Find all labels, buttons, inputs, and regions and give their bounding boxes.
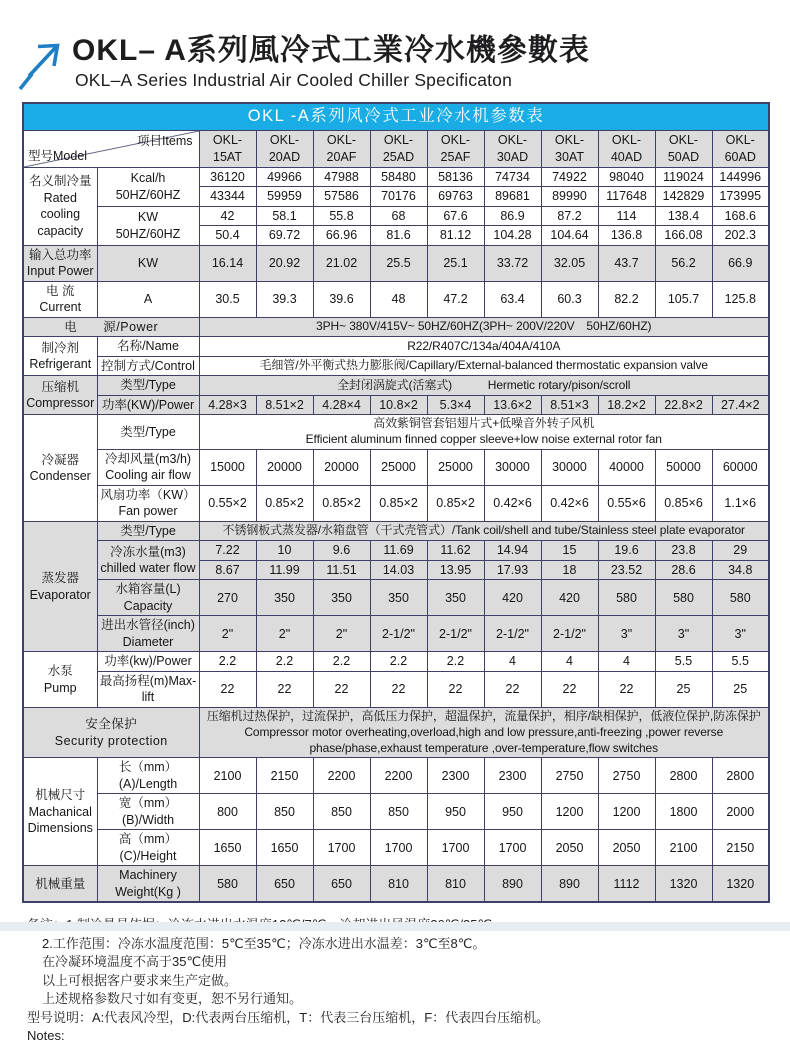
bottom-strip — [0, 922, 790, 931]
value-cell: 58480 — [370, 167, 427, 187]
value-cell: 119024 — [655, 167, 712, 187]
value-cell: 650 — [256, 866, 313, 903]
model-header-cell: OKL- 40AD — [598, 130, 655, 167]
value-cell: 2200 — [370, 758, 427, 794]
item-label-cell: 高（mm）(C)/Height — [97, 830, 199, 866]
value-cell: 22 — [256, 671, 313, 707]
value-cell: 0.55×6 — [598, 485, 655, 521]
value-cell: 58136 — [427, 167, 484, 187]
value-cell: 136.8 — [598, 226, 655, 246]
value-cell: 1200 — [598, 794, 655, 830]
value-cell: 1650 — [256, 830, 313, 866]
section-label-cell: 水泵 Pump — [23, 652, 97, 708]
value-cell: 4 — [541, 652, 598, 672]
section-label-cell: 安全保护 Security protection — [23, 707, 199, 757]
value-cell: 22.8×2 — [655, 395, 712, 415]
model-header-cell: OKL- 50AD — [655, 130, 712, 167]
value-cell: 168.6 — [712, 206, 769, 226]
section-label-cell: 机械重量 — [23, 866, 97, 903]
value-cell: 48 — [370, 281, 427, 317]
value-cell: 13.6×2 — [484, 395, 541, 415]
section-label-cell: 输入总功率 Input Power — [23, 245, 97, 281]
model-header-cell: OKL- 30AT — [541, 130, 598, 167]
item-label-cell: 类型/Type — [97, 376, 199, 396]
value-cell: 850 — [313, 794, 370, 830]
value-cell: 86.9 — [484, 206, 541, 226]
value-cell: 9.6 — [313, 541, 370, 561]
value-cell: 15000 — [199, 449, 256, 485]
value-cell: 43344 — [199, 187, 256, 207]
value-cell: 2000 — [712, 794, 769, 830]
value-cell: 69763 — [427, 187, 484, 207]
value-cell: 4.28×4 — [313, 395, 370, 415]
value-cell: 70176 — [370, 187, 427, 207]
items-axis-label: 项目Items — [136, 133, 193, 148]
table-title: OKL -A系列风冷式工业冷水机参数表 — [23, 103, 769, 130]
value-cell: 89681 — [484, 187, 541, 207]
value-cell: 850 — [370, 794, 427, 830]
value-cell: 105.7 — [655, 281, 712, 317]
value-cell: 2.2 — [370, 652, 427, 672]
model-header-cell: OKL- 30AD — [484, 130, 541, 167]
value-cell: 42 — [199, 206, 256, 226]
item-label-cell: KW 50HZ/60HZ — [97, 206, 199, 245]
value-cell: 810 — [370, 866, 427, 903]
item-label-cell: 类型/Type — [97, 521, 199, 541]
value-cell: 23.8 — [655, 541, 712, 561]
value-cell: 10 — [256, 541, 313, 561]
value-cell: 5.5 — [655, 652, 712, 672]
item-label-cell: 功率(KW)/Power — [97, 395, 199, 415]
value-cell: 420 — [541, 580, 598, 616]
value-cell: 1700 — [427, 830, 484, 866]
value-cell: 3" — [712, 616, 769, 652]
value-cell: 2750 — [541, 758, 598, 794]
model-header-cell: OKL- 60AD — [712, 130, 769, 167]
value-cell: 4 — [484, 652, 541, 672]
value-cell: 1200 — [541, 794, 598, 830]
value-cell: 29 — [712, 541, 769, 561]
value-cell: 20.92 — [256, 245, 313, 281]
value-cell: 11.99 — [256, 560, 313, 580]
value-cell: 2.2 — [313, 652, 370, 672]
value-cell: 104.28 — [484, 226, 541, 246]
value-cell: 3" — [598, 616, 655, 652]
value-cell: 166.08 — [655, 226, 712, 246]
value-cell: 60000 — [712, 449, 769, 485]
value-cell: 19.6 — [598, 541, 655, 561]
value-cell: 57586 — [313, 187, 370, 207]
value-cell: 580 — [199, 866, 256, 903]
value-cell: 104.64 — [541, 226, 598, 246]
value-cell: 50000 — [655, 449, 712, 485]
value-cell: 36120 — [199, 167, 256, 187]
value-cell: 117648 — [598, 187, 655, 207]
item-label-cell: Kcal/h 50HZ/60HZ — [97, 167, 199, 206]
value-cell: 21.02 — [313, 245, 370, 281]
model-axis-label: 型号Model — [28, 149, 88, 164]
value-cell: 0.55×2 — [199, 485, 256, 521]
value-cell: 30000 — [541, 449, 598, 485]
value-cell: 0.42×6 — [541, 485, 598, 521]
value-cell: 142829 — [655, 187, 712, 207]
value-cell: 11.51 — [313, 560, 370, 580]
value-cell: 800 — [199, 794, 256, 830]
value-cell: 0.42×6 — [484, 485, 541, 521]
value-cell: 0.85×2 — [370, 485, 427, 521]
value-cell: 22 — [199, 671, 256, 707]
value-cell: 27.4×2 — [712, 395, 769, 415]
value-cell: 2200 — [313, 758, 370, 794]
value-cell: 850 — [256, 794, 313, 830]
value-cell: 2800 — [655, 758, 712, 794]
note-line: 在冷凝环境温度不高于35℃使用 — [42, 954, 228, 970]
value-cell: 20000 — [256, 449, 313, 485]
value-cell: 47988 — [313, 167, 370, 187]
value-cell: 30000 — [484, 449, 541, 485]
value-cell: 25 — [712, 671, 769, 707]
page-titles — [72, 34, 590, 91]
model-header-cell: OKL- 15AT — [199, 130, 256, 167]
value-cell: 950 — [484, 794, 541, 830]
value-cell: 22 — [541, 671, 598, 707]
value-cell: 1320 — [712, 866, 769, 903]
value-cell: 0.85×2 — [256, 485, 313, 521]
value-cell: 810 — [427, 866, 484, 903]
value-cell: 202.3 — [712, 226, 769, 246]
section-label-cell: 机械尺寸 Machanical Dimensions — [23, 758, 97, 866]
value-cell: 66.96 — [313, 226, 370, 246]
value-cell: 60.3 — [541, 281, 598, 317]
value-cell: 13.95 — [427, 560, 484, 580]
value-cell: 5.5 — [712, 652, 769, 672]
item-label-cell: 宽（mm）(B)/Width — [97, 794, 199, 830]
value-cell: 22 — [427, 671, 484, 707]
item-label-cell: KW — [97, 245, 199, 281]
value-cell: 25000 — [370, 449, 427, 485]
merged-value-cell: R22/R407C/134a/404A/410A — [199, 337, 769, 357]
value-cell: 350 — [427, 580, 484, 616]
value-cell: 1112 — [598, 866, 655, 903]
value-cell: 2050 — [598, 830, 655, 866]
note-line: Notes: — [27, 1028, 65, 1044]
value-cell: 2" — [256, 616, 313, 652]
value-cell: 350 — [370, 580, 427, 616]
value-cell: 144996 — [712, 167, 769, 187]
value-cell: 1650 — [199, 830, 256, 866]
value-cell: 39.6 — [313, 281, 370, 317]
value-cell: 28.6 — [655, 560, 712, 580]
value-cell: 2" — [199, 616, 256, 652]
value-cell: 2150 — [256, 758, 313, 794]
value-cell: 23.52 — [598, 560, 655, 580]
value-cell: 11.69 — [370, 541, 427, 561]
value-cell: 43.7 — [598, 245, 655, 281]
value-cell: 2.2 — [427, 652, 484, 672]
value-cell: 420 — [484, 580, 541, 616]
value-cell: 5.3×4 — [427, 395, 484, 415]
item-label-cell: 功率(kw)/Power — [97, 652, 199, 672]
value-cell: 25.5 — [370, 245, 427, 281]
value-cell: 0.85×2 — [427, 485, 484, 521]
merged-value-cell: 高效紫铜管套铝翅片式+低噪音外转子风机 Efficient aluminum finned copper sleeve+low noise external rotor fan — [199, 415, 769, 450]
value-cell: 0.85×6 — [655, 485, 712, 521]
item-label-cell: Machinery Weight(Kg ) — [97, 866, 199, 903]
value-cell: 2-1/2" — [370, 616, 427, 652]
value-cell: 47.2 — [427, 281, 484, 317]
value-cell: 3" — [655, 616, 712, 652]
value-cell: 0.85×2 — [313, 485, 370, 521]
model-header-cell: OKL- 20AD — [256, 130, 313, 167]
value-cell: 25 — [655, 671, 712, 707]
page-subtitle: OKL–A Series Industrial Air Cooled Chiller Specificaton — [75, 70, 513, 90]
value-cell: 18.2×2 — [598, 395, 655, 415]
value-cell: 81.6 — [370, 226, 427, 246]
value-cell: 2300 — [427, 758, 484, 794]
value-cell: 890 — [541, 866, 598, 903]
value-cell: 1700 — [313, 830, 370, 866]
value-cell: 114 — [598, 206, 655, 226]
value-cell: 2150 — [712, 830, 769, 866]
item-label-cell: 最高扬程(m)Max-lift — [97, 671, 199, 707]
value-cell: 67.6 — [427, 206, 484, 226]
item-label-cell: 冷冻水量(m3) chilled water flow — [97, 541, 199, 580]
page-title: OKL– A系列風冷式工業冷水機參數表 — [72, 34, 590, 67]
merged-value-cell: 毛细管/外平衡式热力膨胀阀/Capillary/External-balanced thermostatic expansion valve — [199, 356, 769, 376]
value-cell: 56.2 — [655, 245, 712, 281]
section-label-cell: 蒸发器 Evaporator — [23, 521, 97, 652]
value-cell: 8.67 — [199, 560, 256, 580]
spec-table — [22, 102, 770, 903]
value-cell: 55.8 — [313, 206, 370, 226]
value-cell: 2100 — [655, 830, 712, 866]
value-cell: 1320 — [655, 866, 712, 903]
section-label-cell: 电 流 Current — [23, 281, 97, 317]
value-cell: 68 — [370, 206, 427, 226]
merged-value-cell: 压缩机过热保护，过流保护，高低压力保护，超温保护，流量保护，相序/缺相保护，低液位保护,防冻保护 Compressor motor overheating,overload,high and low pressure,anti-freezing ,power reverse phase/phase,exhaust temperature ,over-temperature,flow switches — [199, 707, 769, 757]
value-cell: 580 — [655, 580, 712, 616]
model-header-cell: OKL- 20AF — [313, 130, 370, 167]
value-cell: 69.72 — [256, 226, 313, 246]
value-cell: 950 — [427, 794, 484, 830]
value-cell: 580 — [598, 580, 655, 616]
value-cell: 22 — [370, 671, 427, 707]
item-label-cell: 风扇功率（KW） Fan power — [97, 485, 199, 521]
value-cell: 50.4 — [199, 226, 256, 246]
value-cell: 4.28×3 — [199, 395, 256, 415]
value-cell: 74922 — [541, 167, 598, 187]
value-cell: 2.2 — [199, 652, 256, 672]
value-cell: 74734 — [484, 167, 541, 187]
value-cell: 2.2 — [256, 652, 313, 672]
value-cell: 66.9 — [712, 245, 769, 281]
merged-value-cell: 3PH~ 380V/415V~ 50HZ/60HZ(3PH~ 200V/220V 50HZ/60HZ) — [199, 317, 769, 337]
notes — [27, 916, 790, 1045]
item-label-cell: 冷却风量(m3/h) Cooling air flow — [97, 449, 199, 485]
value-cell: 89990 — [541, 187, 598, 207]
value-cell: 39.3 — [256, 281, 313, 317]
value-cell: 2050 — [541, 830, 598, 866]
value-cell: 7.22 — [199, 541, 256, 561]
value-cell: 2" — [313, 616, 370, 652]
section-label-cell: 压缩机 Compressor — [23, 376, 97, 415]
page-header — [0, 0, 790, 92]
value-cell: 125.8 — [712, 281, 769, 317]
value-cell: 25.1 — [427, 245, 484, 281]
note-line: 上述规格参数尺寸如有变更，恕不另行通知。 — [42, 991, 303, 1007]
value-cell: 33.72 — [484, 245, 541, 281]
note-line: 型号说明：A:代表风冷型，D:代表两台压缩机，T：代表三台压缩机，F：代表四台压缩机。 — [27, 1009, 550, 1025]
value-cell: 350 — [256, 580, 313, 616]
value-cell: 58.1 — [256, 206, 313, 226]
section-label-cell: 冷凝器 Condenser — [23, 415, 97, 522]
value-cell: 34.8 — [712, 560, 769, 580]
merged-value-cell: 不锈钢板式蒸发器/水箱盘管（干式壳管式）/Tank coil/shell and tube/Stainless steel plate evaporator — [199, 521, 769, 541]
section-label-cell: 制冷剂 Refrigerant — [23, 337, 97, 376]
merged-value-cell: 全封闭涡旋式(活塞式) Hermetic rotary/pison/scroll — [199, 376, 769, 396]
value-cell: 32.05 — [541, 245, 598, 281]
value-cell: 1700 — [370, 830, 427, 866]
value-cell: 49966 — [256, 167, 313, 187]
value-cell: 14.94 — [484, 541, 541, 561]
value-cell: 4 — [598, 652, 655, 672]
value-cell: 22 — [598, 671, 655, 707]
value-cell: 18 — [541, 560, 598, 580]
value-cell: 81.12 — [427, 226, 484, 246]
value-cell: 11.62 — [427, 541, 484, 561]
value-cell: 890 — [484, 866, 541, 903]
item-label-cell: 进出水管径(inch) Diameter — [97, 616, 199, 652]
item-label-cell: 名称/Name — [97, 337, 199, 357]
value-cell: 2100 — [199, 758, 256, 794]
value-cell: 82.2 — [598, 281, 655, 317]
value-cell: 1.1×6 — [712, 485, 769, 521]
note-line: 以上可根据客户要求来生产定做。 — [42, 972, 238, 988]
value-cell: 25000 — [427, 449, 484, 485]
value-cell: 98040 — [598, 167, 655, 187]
value-cell: 17.93 — [484, 560, 541, 580]
value-cell: 14.03 — [370, 560, 427, 580]
section-label-cell: 名义制冷量 Rated cooling capacity — [23, 167, 97, 245]
item-label-cell: 控制方式/Control — [97, 356, 199, 376]
value-cell: 10.8×2 — [370, 395, 427, 415]
value-cell: 8.51×3 — [541, 395, 598, 415]
item-label-cell: 水箱容量(L) Capacity — [97, 580, 199, 616]
value-cell: 20000 — [313, 449, 370, 485]
value-cell: 8.51×2 — [256, 395, 313, 415]
value-cell: 2300 — [484, 758, 541, 794]
model-header-cell: OKL- 25AF — [427, 130, 484, 167]
value-cell: 30.5 — [199, 281, 256, 317]
value-cell: 2750 — [598, 758, 655, 794]
value-cell: 173995 — [712, 187, 769, 207]
value-cell: 2-1/2" — [484, 616, 541, 652]
item-label-cell: A — [97, 281, 199, 317]
value-cell: 63.4 — [484, 281, 541, 317]
model-header-cell: OKL- 25AD — [370, 130, 427, 167]
value-cell: 87.2 — [541, 206, 598, 226]
note-line: 2.工作范围：冷冻水温度范围：5℃至35℃；冷冻水进出水温差：3℃至8℃。 — [42, 935, 486, 951]
value-cell: 650 — [313, 866, 370, 903]
item-label-cell: 长（mm）(A)/Length — [97, 758, 199, 794]
section-label-cell: 电 源/Power — [23, 317, 199, 337]
value-cell: 40000 — [598, 449, 655, 485]
value-cell: 138.4 — [655, 206, 712, 226]
value-cell: 16.14 — [199, 245, 256, 281]
value-cell: 270 — [199, 580, 256, 616]
value-cell: 1800 — [655, 794, 712, 830]
value-cell: 15 — [541, 541, 598, 561]
value-cell: 2800 — [712, 758, 769, 794]
item-label-cell: 类型/Type — [97, 415, 199, 450]
value-cell: 2-1/2" — [541, 616, 598, 652]
value-cell: 580 — [712, 580, 769, 616]
value-cell: 1700 — [484, 830, 541, 866]
value-cell: 350 — [313, 580, 370, 616]
diagonal-header-cell — [23, 130, 199, 167]
value-cell: 22 — [484, 671, 541, 707]
value-cell: 59959 — [256, 187, 313, 207]
value-cell: 22 — [313, 671, 370, 707]
brand-arrow-icon — [16, 36, 66, 92]
value-cell: 2-1/2" — [427, 616, 484, 652]
